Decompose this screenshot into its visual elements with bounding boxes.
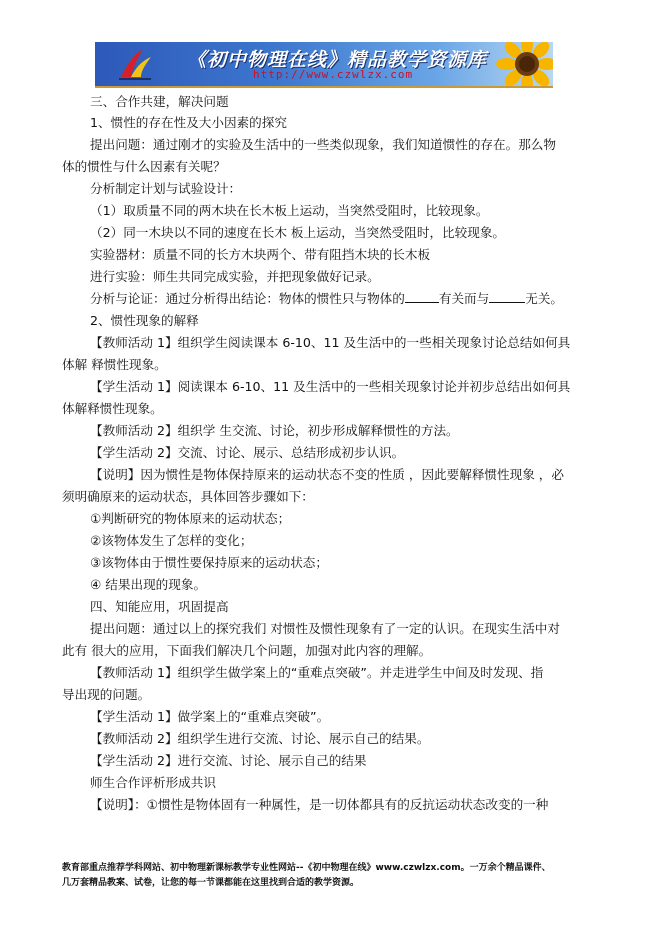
paragraph-line: 【说明】因为惯性是物体保持原来的运动状态不变的性质 ，因此要解释惯性现象 ，必: [90, 467, 564, 482]
paragraph-line: 进行实验：师生共同完成实验，并把现象做好记录。: [90, 269, 380, 284]
paragraph-line: 【学生活动 1】做学案上的“重难点突破”。: [90, 709, 330, 724]
paragraph-line: 【教师活动 1】组织学生阅读课本 6-10、11 及生活中的一些相关现象讨论总结如何具: [90, 335, 571, 350]
sunflower-icon: [493, 42, 553, 86]
paragraph-line: 体解释惯性现象。: [62, 401, 163, 416]
paragraph-line: 实验器材：质量不同的长方木块两个、带有阻挡木块的长木板: [90, 247, 431, 262]
paragraph-line: 须明确原来的运动状态，具体回答步骤如下：: [62, 489, 314, 504]
paragraph-line: 【说明】：①惯性是物体固有一种属性，是一切体都具有的反抗运动状态改变的一种: [90, 797, 549, 812]
paragraph-line: 师生合作评析形成共识: [90, 775, 216, 790]
section-heading: 三、合作共建，解决问题: [90, 94, 229, 109]
section-heading: 四、知能应用，巩固提高: [90, 599, 229, 614]
paragraph-line: 提出问题：通过以上的探究我们 对惯性及惯性现象有了一定的认识。在现实生活中对: [90, 621, 560, 636]
paragraph-line: 导出现的问题。: [62, 687, 151, 702]
paragraph-line: （2）同一木块以不同的速度在长木 板上运动，当突然受阻时，比较现象。: [90, 225, 506, 240]
paragraph-line: 体的惯性与什么因素有关呢？: [62, 159, 226, 174]
answer-blank-1[interactable]: [405, 291, 439, 303]
header-url: http://www.czwlzx.com: [253, 68, 414, 81]
fill-text-part1: 分析与论证：通过分析得出结论：物体的惯性只与物体的: [90, 291, 405, 306]
subsection-heading: 1、惯性的存在性及大小因素的探究: [90, 115, 287, 130]
header-divider: [95, 86, 553, 88]
list-item: ②该物体发生了怎样的变化；: [90, 533, 253, 548]
paragraph-line: 【学生活动 2】进行交流、讨论、展示自己的结果: [90, 753, 367, 768]
list-item: ③该物体由于惯性要保持原来的运动状态；: [90, 555, 328, 570]
list-item: ①判断研究的物体原来的运动状态；: [90, 511, 291, 526]
paragraph-line: 【教师活动 1】组织学生做学案上的“重难点突破”。并走进学生中间及时发现、指: [90, 665, 544, 680]
paragraph-line: 【教师活动 2】组织学 生交流、讨论，初步形成解释惯性的方法。: [90, 423, 459, 438]
paragraph-line: 【教师活动 2】组织学生进行交流、讨论、展示自己的结果。: [90, 731, 430, 746]
footer-line-2: 几万套精品教案、试卷，让您的每一节课都能在这里找到合适的教学资源。: [62, 878, 360, 888]
paragraph-line: （1）取质量不同的两木块在长木板上运动，当突然受阻时，比较现象。: [90, 203, 489, 218]
paragraph-line: 体解 释惯性现象。: [62, 357, 167, 372]
fill-text-part2: 有关而与: [438, 291, 490, 306]
site-logo-icon: [117, 47, 153, 81]
paragraph-line: 【学生活动 2】交流、讨论、展示、总结形成初步认识。: [90, 445, 405, 460]
header-title: 《初中物理在线》精品教学资源库: [187, 49, 488, 71]
paragraph-line: 此有 很大的应用，下面我们解决几个问题，加强对此内容的理解。: [62, 643, 432, 658]
footer-line-1: 教育部重点推荐学科网站、初中物理新课标教学专业性网站--《初中物理在线》www.czwlzx.com。一万余个精品课件、: [62, 863, 551, 873]
list-item: ④ 结果出现的现象。: [90, 577, 207, 592]
subsection-heading: 2、惯性现象的解释: [90, 313, 199, 328]
fill-in-blank-line: [90, 291, 563, 306]
paragraph-line: 提出问题：通过刚才的实验及生活中的一些类似现象，我们知道惯性的存在。那么物: [90, 137, 556, 152]
paragraph-line: 【学生活动 1】阅读课本 6-10、11 及生活中的一些相关现象讨论并初步总结出如何具: [90, 379, 571, 394]
paragraph-line: 分析制定计划与试验设计：: [90, 181, 242, 196]
answer-blank-2[interactable]: [489, 291, 525, 303]
fill-text-part3: 无关。: [525, 291, 563, 306]
header-banner: [95, 42, 553, 86]
